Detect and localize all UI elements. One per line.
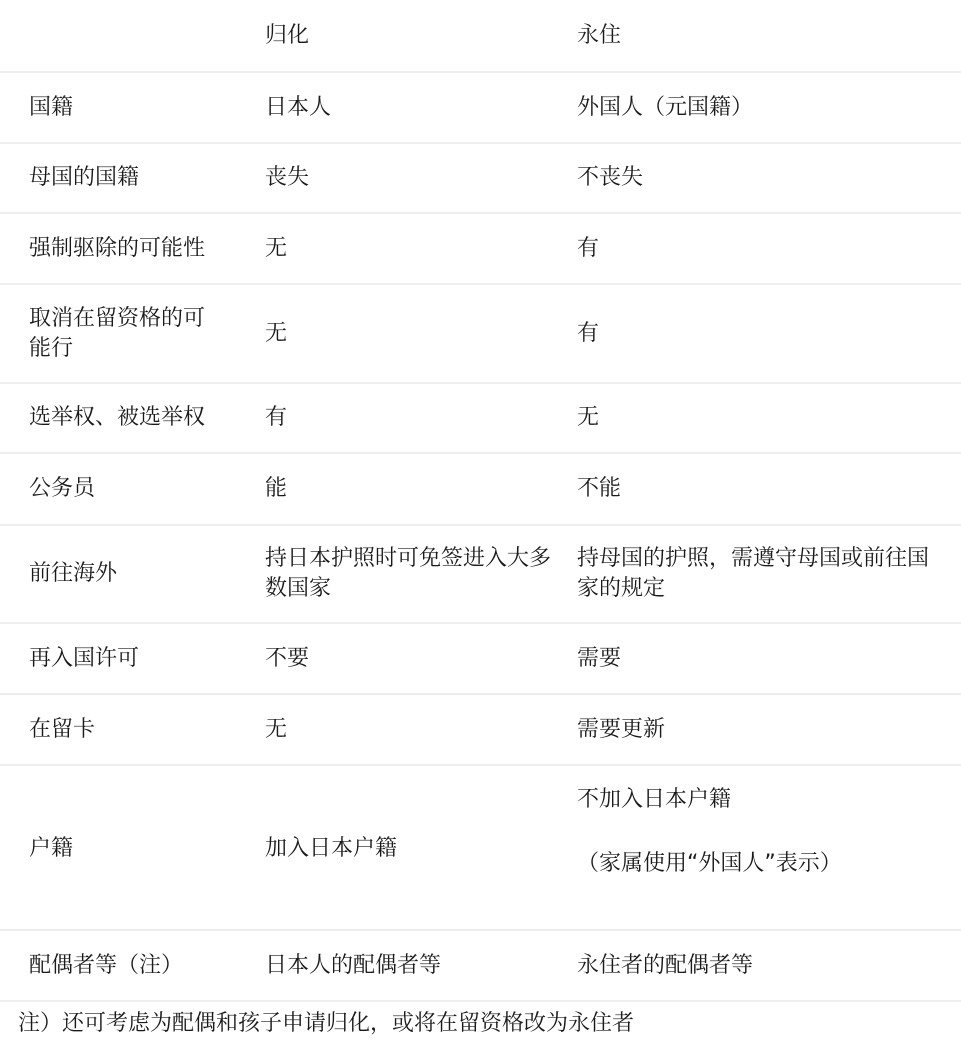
row-label: 配偶者等（注） bbox=[29, 952, 184, 978]
permanent-value: 永住者的配偶者等 bbox=[577, 952, 754, 978]
header-permanent-residence: 永住 bbox=[577, 22, 622, 48]
naturalization-value: 无 bbox=[265, 235, 288, 261]
row-label: 前往海外 bbox=[29, 561, 118, 586]
row-label: 在留卡 bbox=[29, 716, 96, 742]
row-label: 公务员 bbox=[29, 476, 96, 501]
permanent-value: 有 bbox=[577, 320, 600, 346]
footnote: 注）还可考虑为配偶和孩子申请归化，或将在留资格改为永住者 bbox=[18, 1011, 635, 1036]
table-row bbox=[0, 931, 961, 1002]
naturalization-value: 持日本护照时可免签进入大多数国家 bbox=[265, 546, 552, 601]
table-row bbox=[0, 766, 961, 931]
naturalization-value: 无 bbox=[265, 716, 288, 742]
naturalization-value: 不要 bbox=[265, 645, 310, 671]
naturalization-value: 丧失 bbox=[265, 165, 310, 190]
permanent-value: 需要更新 bbox=[577, 716, 666, 742]
naturalization-value: 无 bbox=[265, 320, 288, 346]
row-label: 母国的国籍 bbox=[29, 165, 140, 190]
table-row bbox=[0, 144, 961, 214]
row-label: 强制驱除的可能性 bbox=[29, 235, 206, 261]
permanent-value: 持母国的护照，需遵守母国或前往国家的规定 bbox=[577, 546, 930, 601]
naturalization-value: 加入日本户籍 bbox=[265, 836, 398, 861]
table-row bbox=[0, 73, 961, 144]
naturalization-value: 日本人 bbox=[265, 94, 332, 120]
row-label: 选举权、被选举权 bbox=[29, 405, 206, 430]
permanent-value: 外国人（元国籍） bbox=[577, 94, 754, 120]
permanent-value bbox=[577, 785, 961, 879]
permanent-value: 无 bbox=[577, 405, 600, 430]
permanent-value: 需要 bbox=[577, 645, 622, 671]
naturalization-value: 有 bbox=[265, 405, 288, 430]
table-row bbox=[0, 624, 961, 695]
permanent-value: 不能 bbox=[577, 476, 622, 501]
permanent-value: 有 bbox=[577, 235, 600, 261]
row-label: 再入国许可 bbox=[29, 645, 140, 671]
table-row bbox=[0, 384, 961, 454]
table-row bbox=[0, 454, 961, 526]
table-row bbox=[0, 214, 961, 285]
naturalization-value: 能 bbox=[265, 476, 288, 501]
table-header-row bbox=[0, 0, 961, 73]
table-row bbox=[0, 285, 961, 384]
row-label: 户籍 bbox=[29, 836, 74, 861]
table-row bbox=[0, 695, 961, 766]
table-row bbox=[0, 526, 961, 624]
permanent-value: 不丧失 bbox=[577, 165, 644, 190]
row-label: 取消在留资格的可能行 bbox=[29, 305, 206, 361]
permanent-value-note: （家属使用“外国人”表示） bbox=[577, 851, 842, 876]
row-label: 国籍 bbox=[29, 94, 74, 120]
naturalization-value: 日本人的配偶者等 bbox=[265, 952, 442, 978]
permanent-value-main: 不加入日本户籍 bbox=[577, 787, 732, 812]
header-naturalization: 归化 bbox=[265, 22, 310, 48]
